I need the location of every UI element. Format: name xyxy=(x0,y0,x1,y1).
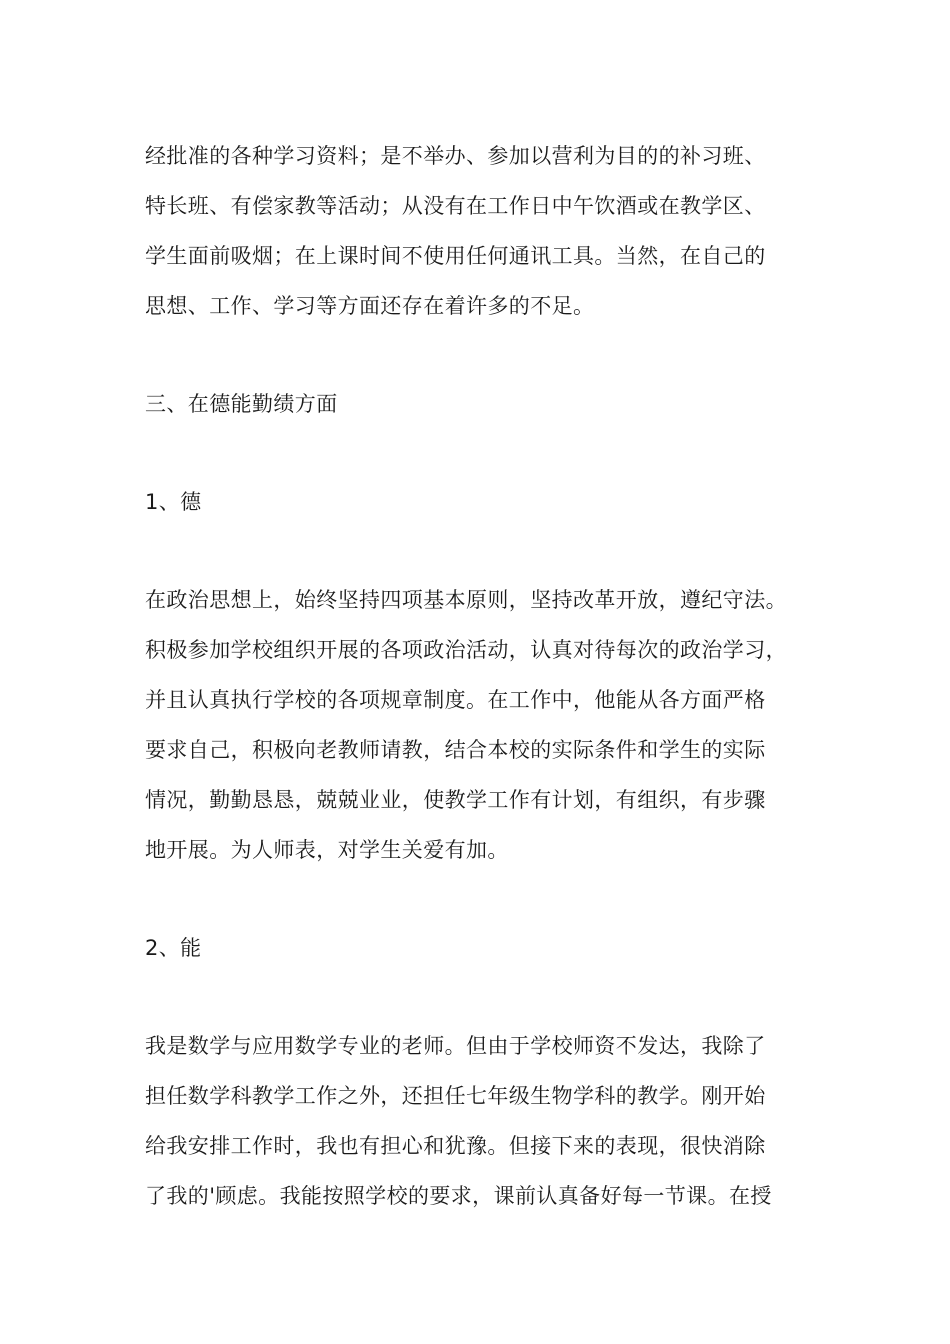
paragraph-de xyxy=(145,575,835,875)
subsection-heading-de: 1、德 xyxy=(145,490,202,514)
text-line: 积极参加学校组织开展的各项政治活动，认真对待每次的政治学习， xyxy=(145,638,787,662)
text-line: 担任数学科教学工作之外，还担任七年级生物学科的教学。刚开始 xyxy=(145,1084,766,1108)
paragraph-neng xyxy=(145,1021,835,1221)
paragraph-gap xyxy=(145,429,835,477)
text-line: 并且认真执行学校的各项规章制度。在工作中，他能从各方面严格 xyxy=(145,688,766,712)
paragraph-gap xyxy=(145,875,835,923)
paragraph-gap xyxy=(145,331,835,379)
paragraph-continued xyxy=(145,131,835,331)
text-line: 在政治思想上，始终坚持四项基本原则，坚持改革开放，遵纪守法。 xyxy=(145,588,787,612)
text-line: 要求自己，积极向老教师请教，结合本校的实际条件和学生的实际 xyxy=(145,738,766,762)
text-line: 给我安排工作时，我也有担心和犹豫。但接下来的表现，很快消除 xyxy=(145,1134,766,1158)
document-body xyxy=(145,131,835,1221)
text-line: 情况，勤勤恳恳，兢兢业业，使教学工作有计划，有组织，有步骤 xyxy=(145,788,766,812)
subsection-heading-neng: 2、能 xyxy=(145,936,202,960)
paragraph-gap xyxy=(145,973,835,1021)
text-line: 经批准的各种学习资料；是不举办、参加以营利为目的的补习班、 xyxy=(145,144,766,168)
text-line: 学生面前吸烟；在上课时间不使用任何通讯工具。当然，在自己的 xyxy=(145,244,766,268)
section-heading: 三、在德能勤绩方面 xyxy=(145,392,338,416)
text-line: 了我的'顾虑。我能按照学校的要求，课前认真备好每一节课。在授 xyxy=(145,1184,772,1208)
text-line: 特长班、有偿家教等活动；从没有在工作日中午饮酒或在教学区、 xyxy=(145,194,766,218)
paragraph-gap xyxy=(145,527,835,575)
text-line: 地开展。为人师表，对学生关爱有加。 xyxy=(145,838,509,862)
text-line: 思想、工作、学习等方面还存在着许多的不足。 xyxy=(145,294,595,318)
text-line: 我是数学与应用数学专业的老师。但由于学校师资不发达，我除了 xyxy=(145,1034,766,1058)
